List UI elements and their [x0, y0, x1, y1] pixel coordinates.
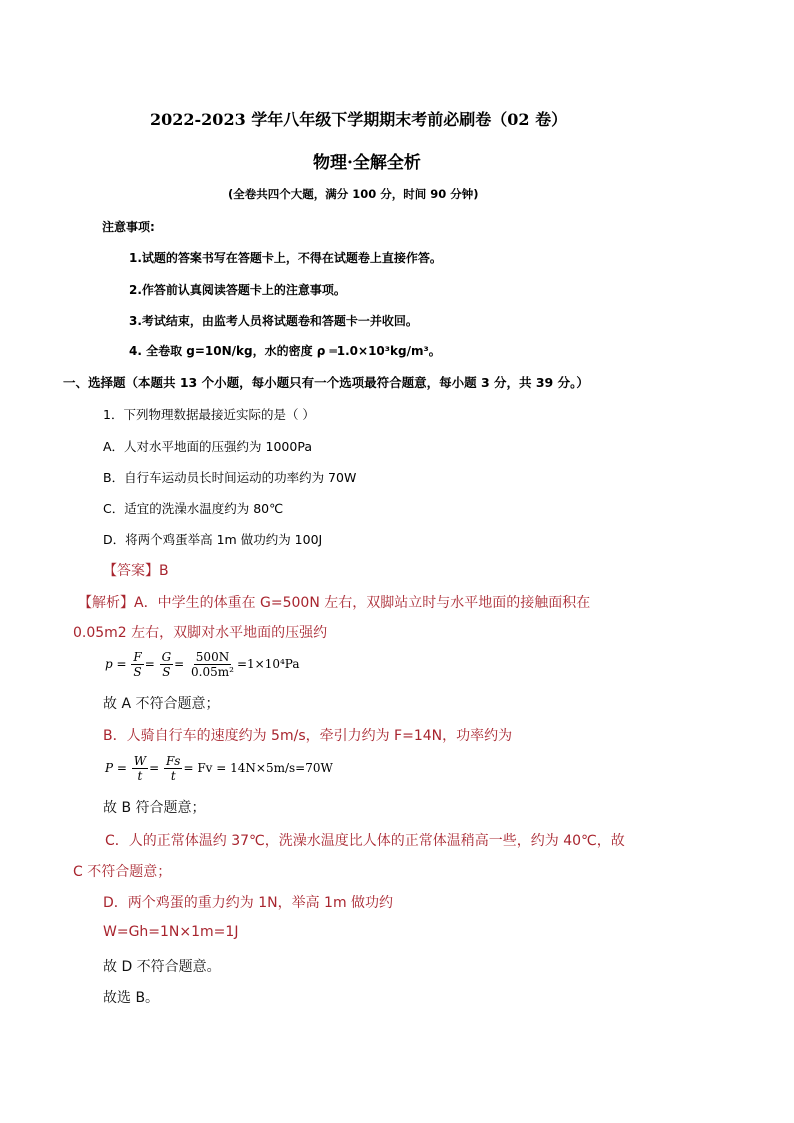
question-stem: 1．下列物理数据最接近实际的是（ ）	[103, 407, 315, 422]
formula-lhs: p	[105, 657, 113, 671]
fraction-numerator: W	[133, 754, 147, 768]
notice-item: 2.作答前认真阅读答题卡上的注意事项。	[129, 283, 346, 297]
formula-pressure: p = $\frac{F}{S}$ = $\frac{G}{S}$ = $\frac{500N}{\text{0.05m²}}$ =1×10⁴Pa	[105, 650, 300, 679]
option-c: C．适宜的洗澡水温度约为 80℃	[103, 501, 284, 516]
analysis-text: A．中学生的体重在 G=500N 左右，双脚站立时与水平地面的接触面积在	[134, 595, 591, 611]
fraction-denominator: t	[137, 769, 143, 783]
analysis-b-line: B．人骑自行车的速度约为 5m/s，牵引力约为 F=14N，功率约为	[103, 728, 513, 744]
page-subtitle: 物理·全解全析	[313, 153, 421, 173]
formula-lhs: P	[105, 761, 114, 775]
final-answer: 故选 B。	[103, 990, 160, 1006]
notice-item: 3.考试结束，由监考人员将试题卷和答题卡一并收回。	[129, 314, 418, 328]
page-title: 2022-2023 学年八年级下学期期末考前必刷卷（02 卷）	[150, 110, 568, 129]
answer-line	[103, 560, 169, 580]
fraction-numerator: 500N	[195, 650, 230, 664]
analysis-c-line1: C．人的正常体温约 37℃，洗澡水温度比人体的正常体温稍高一些，约为 40℃，故	[105, 833, 625, 849]
notice-heading: 注意事项:	[102, 220, 155, 234]
exam-meta: (全卷共四个大题，满分 100 分，时间 90 分钟)	[228, 187, 479, 201]
fraction-denominator: S	[162, 665, 171, 679]
formula-result: = Fv = 14N×5m/s=70W	[183, 761, 333, 775]
fraction-denominator: t	[170, 769, 176, 783]
analysis-b-conclusion: 故 B 符合题意；	[103, 800, 206, 816]
option-d: D．将两个鸡蛋举高 1m 做功约为 100J	[103, 532, 323, 547]
section-heading: 一、选择题（本题共 13 个小题，每小题只有一个选项最符合题意，每小题 3 分，共 39 分。）	[63, 375, 589, 390]
answer-label: 【答案】	[103, 563, 159, 579]
fraction-numerator: G	[161, 650, 172, 664]
fraction-numerator: F	[133, 650, 142, 664]
analysis-a-line1	[78, 592, 590, 612]
formula-result: =1×10⁴Pa	[236, 657, 300, 671]
analysis-d-formula: W=Gh=1N×1m=1J	[103, 924, 239, 940]
option-b: B．自行车运动员长时间运动的功率约为 70W	[103, 470, 357, 485]
analysis-a-line2: 0.05m2 左右，双脚对水平地面的压强约	[73, 625, 328, 641]
formula-power: P = $\frac{W}{t}$ = $\frac{Fs}{t}$ = Fv = 14N×5m/s=70W	[105, 754, 333, 783]
fraction-denominator: 0.05m²	[191, 665, 234, 679]
analysis-a-conclusion: 故 A 不符合题意；	[103, 696, 220, 712]
analysis-d-line: D．两个鸡蛋的重力约为 1N，举高 1m 做功约	[103, 895, 394, 911]
notice-item: 4. 全卷取 g=10N/kg，水的密度 ρ ═1.0×10³kg/m³。	[129, 344, 441, 358]
analysis-label: 【解析】	[78, 595, 134, 611]
fraction-denominator: S	[133, 665, 142, 679]
notice-item: 1.试题的答案书写在答题卡上，不得在试题卷上直接作答。	[129, 251, 442, 265]
analysis-c-line2: C 不符合题意；	[73, 864, 172, 880]
fraction-numerator: Fs	[165, 754, 181, 768]
option-a: A．人对水平地面的压强约为 1000Pa	[103, 439, 312, 454]
answer-value: B	[159, 563, 169, 579]
analysis-d-conclusion: 故 D 不符合题意。	[103, 959, 221, 975]
